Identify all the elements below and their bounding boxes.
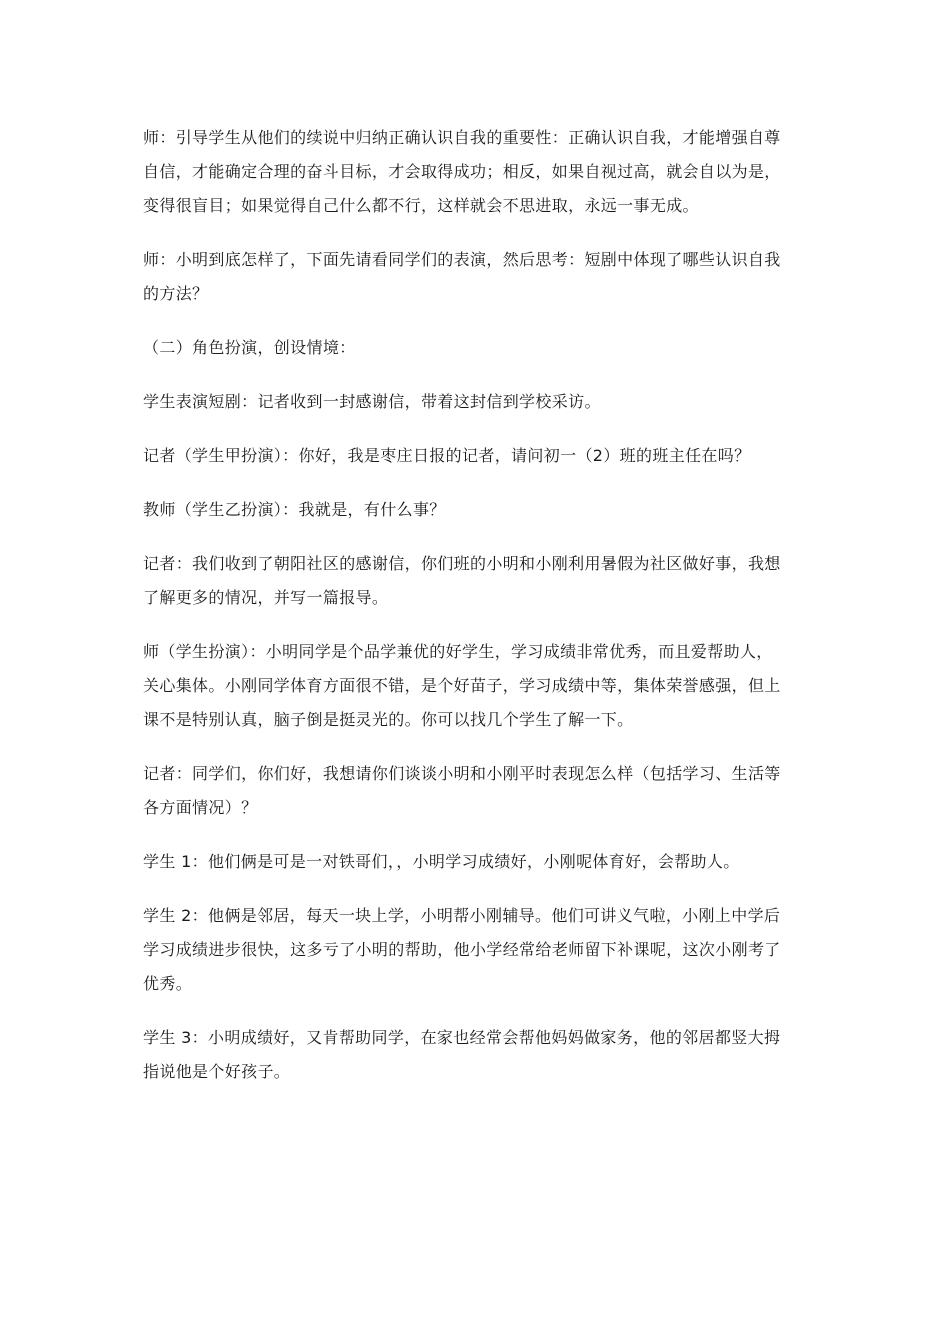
text-line: 指说他是个好孩子。 bbox=[143, 1062, 291, 1081]
text-line: 教师（学生乙扮演）：我就是，有什么事？ bbox=[143, 500, 446, 519]
text-line: 学生表演短剧：记者收到一封感谢信，带着这封信到学校采访。 bbox=[143, 392, 601, 411]
paragraph-skit-intro bbox=[143, 385, 811, 419]
paragraph-teacher-question bbox=[143, 243, 811, 311]
text-line: 师：引导学生从他们的续说中归纳正确认识自我的重要性：正确认识自我，才能增强自尊 bbox=[143, 128, 781, 147]
paragraph-student-1 bbox=[143, 845, 811, 879]
text-line: 课不是特别认真，脑子倒是挺灵光的。你可以找几个学生了解一下。 bbox=[143, 710, 634, 729]
text-line: 各方面情况）？ bbox=[143, 798, 258, 817]
text-line: （二）角色扮演，创设情境： bbox=[143, 338, 356, 357]
paragraph-student-2 bbox=[143, 899, 811, 1001]
text-line: 学生 3：小明成绩好，又肯帮助同学，在家也经常会帮他妈妈做家务，他的邻居都竖大拇 bbox=[143, 1028, 781, 1047]
text-line: 关心集体。小刚同学体育方面很不错，是个好苗子，学习成绩中等，集体荣誉感强，但上 bbox=[143, 676, 781, 695]
text-line: 优秀。 bbox=[143, 974, 193, 993]
text-line: 记者：同学们，你们好，我想请你们谈谈小明和小刚平时表现怎么样（包括学习、生活等 bbox=[143, 764, 781, 783]
paragraph-teacher-reply bbox=[143, 493, 811, 527]
text-line: 自信，才能确定合理的奋斗目标，才会取得成功；相反，如果自视过高，就会自以为是， bbox=[143, 162, 781, 181]
text-line: 师（学生扮演）：小明同学是个品学兼优的好学生，学习成绩非常优秀，而且爱帮助人， bbox=[143, 642, 773, 661]
paragraph-reporter-asks-students bbox=[143, 757, 811, 825]
text-line: 学习成绩进步很快，这多亏了小明的帮助，他小学经常给老师留下补课呢，这次小刚考了 bbox=[143, 940, 781, 959]
paragraph-student-3 bbox=[143, 1021, 811, 1089]
paragraph-reporter-greeting bbox=[143, 439, 811, 473]
text-line: 变得很盲目；如果觉得自己什么都不行，这样就会不思进取，永远一事无成。 bbox=[143, 196, 699, 215]
text-line: 了解更多的情况，并写一篇报导。 bbox=[143, 588, 389, 607]
text-line: 的方法？ bbox=[143, 284, 209, 303]
section-heading bbox=[143, 331, 811, 365]
document-body bbox=[143, 121, 811, 1109]
paragraph-teacher-summary bbox=[143, 121, 811, 223]
text-line: 学生 2：他俩是邻居，每天一块上学，小明帮小刚辅导。他们可讲义气啦，小刚上中学后 bbox=[143, 906, 781, 925]
text-line: 师：小明到底怎样了，下面先请看同学们的表演，然后思考：短剧中体现了哪些认识自我 bbox=[143, 250, 781, 269]
text-line: 记者（学生甲扮演）：你好，我是枣庄日报的记者，请问初一（2）班的班主任在吗？ bbox=[143, 446, 751, 465]
paragraph-reporter-purpose bbox=[143, 547, 811, 615]
text-line: 学生 1：他们俩是可是一对铁哥们，，小明学习成绩好，小刚呢体育好，会帮助人。 bbox=[143, 852, 740, 871]
text-line: 记者：我们收到了朝阳社区的感谢信，你们班的小明和小刚利用暑假为社区做好事，我想 bbox=[143, 554, 781, 573]
paragraph-teacher-description bbox=[143, 635, 811, 737]
